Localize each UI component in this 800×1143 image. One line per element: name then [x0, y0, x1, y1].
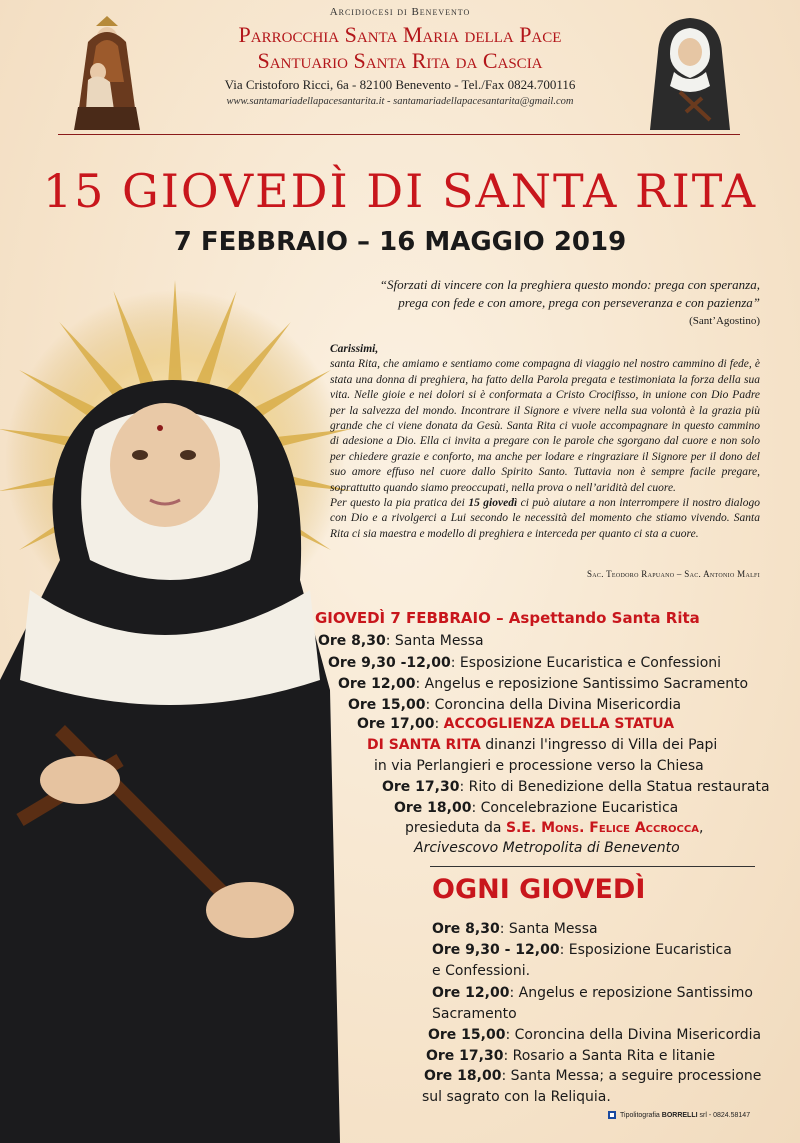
quote-line: prega con fede e con amore, prega con perseveranza e con pazienza” — [398, 295, 760, 310]
schedule-line: Ore 12,00: Angelus e reposizione Santissimo Sacramento — [338, 676, 749, 692]
section-divider — [430, 866, 755, 867]
diocese-name: Arcidiocesi di Benevento — [329, 6, 471, 18]
weekly-line: Ore 15,00: Coroncina della Divina Misericordia — [428, 1027, 762, 1043]
schedule-line: Ore 9,30 -12,00: Esposizione Eucaristica e Confessioni — [328, 655, 722, 671]
weekly-line: Ore 17,30: Rosario a Santa Rita e litanie — [426, 1048, 716, 1064]
header — [0, 0, 800, 140]
pastoral-letter — [330, 342, 760, 542]
event-title: GIOVEDÌ 7 FEBBRAIO – Aspettando Santa Rita — [315, 609, 700, 627]
printer-credit: Tipolitografia BORRELLI srl - 0824.58147 — [620, 1112, 751, 1119]
letter-signature: Sac. Teodoro Rapuano – Sac. Antonio Malfi — [586, 569, 760, 579]
weekly-line: e Confessioni. — [432, 963, 531, 979]
schedule-line: presieduta da S.E. Mons. Felice Accrocca, — [405, 820, 704, 836]
schedule-line: Ore 18,00: Concelebrazione Eucaristica — [394, 800, 679, 816]
quote-author: (Sant’Agostino) — [689, 315, 760, 327]
header-divider — [58, 134, 740, 135]
weekly-line: Ore 9,30 - 12,00: Esposizione Eucaristica — [432, 942, 732, 958]
sanctuary-name: Santuario Santa Rita da Cascia — [257, 48, 543, 73]
quote — [290, 276, 760, 312]
weekly-line: Sacramento — [432, 1006, 517, 1022]
schedule-line: Arcivescovo Metropolita di Benevento — [414, 840, 680, 856]
parish-name: Parrocchia Santa Maria della Pace — [238, 22, 562, 47]
schedule-line: Ore 17,30: Rito di Benedizione della Statua restaurata — [382, 779, 770, 795]
schedule-line: in via Perlangieri e processione verso la Chiesa — [374, 758, 704, 774]
weekly-line: Ore 12,00: Angelus e reposizione Santissimo — [432, 985, 753, 1001]
address: Via Cristoforo Ricci, 6a - 82100 Benevento - Tel./Fax 0824.700116 — [224, 77, 576, 92]
schedule-line: Ore 17,00: ACCOGLIENZA DELLA STATUA — [357, 716, 675, 732]
schedule-line: DI SANTA RITA dinanzi l'ingresso di Villa dei Papi — [367, 737, 718, 753]
page-title: 15 GIOVEDÌ DI SANTA RITA — [42, 164, 758, 218]
schedule-line: Ore 8,30: Santa Messa — [318, 633, 484, 649]
letter-greeting: Carissimi, — [330, 343, 379, 355]
weekly-title: OGNI GIOVEDÌ — [432, 874, 646, 905]
printer-logo-icon — [607, 1110, 617, 1120]
date-range: 7 FEBBRAIO – 16 MAGGIO 2019 — [173, 227, 627, 257]
weekly-line: sul sagrato con la Reliquia. — [422, 1089, 611, 1105]
letter-paragraph: santa Rita, che amiamo e sentiamo come compagna di viaggio nel nostro cammino di fede, è stata una donna di preghiera, ha fatto della Parola pregata e testimoniata la forza della sua vita. Nelle gioie e nei dolori si è conformata a Cristo Crocifisso, in unione con Dio Padre per la salvezza del mondo. Incontrare il Signore e vivere nella sua volontà è la grazia più grande che ci viene donata da Gesù. Santa Rita ci vuole accompagnare in questo cammino di adesione a Dio. Ella ci invita a pregare con le parole che sgorgano dal cuore e non solo per chiedere grazie e conforto, ma anche per lodare e ringraziare il Signore per il dono del suo amore effuso nel cuore dallo Spirito Santo. Tuttavia non è sempre facile pregare, soprattutto quando siamo preoccupati, nella prova o nell’aridità del cuore. — [330, 358, 760, 494]
schedule-line: Ore 15,00: Coroncina della Divina Misericordia — [348, 697, 682, 713]
weekly-line: Ore 18,00: Santa Messa; a seguire processione — [424, 1068, 762, 1084]
website-email: www.santamariadellapacesantarita.it - santamariadellapacesantarita@gmail.com — [226, 96, 574, 107]
quote-line: “Sforzati di vincere con la preghiera questo mondo: prega con speranza, — [379, 277, 760, 292]
letter-paragraph: Per questo la pia pratica dei 15 giovedì ci può aiutare a non interrompere il nostro dialogo con Dio e a rivolgerci a Lui secondo le necessità del momento che stiamo vivendo. Santa Rita ci sia maestra e modello di preghiera e interceda per quanto ci sta a cuore. — [330, 497, 760, 540]
weekly-line: Ore 8,30: Santa Messa — [432, 921, 598, 937]
